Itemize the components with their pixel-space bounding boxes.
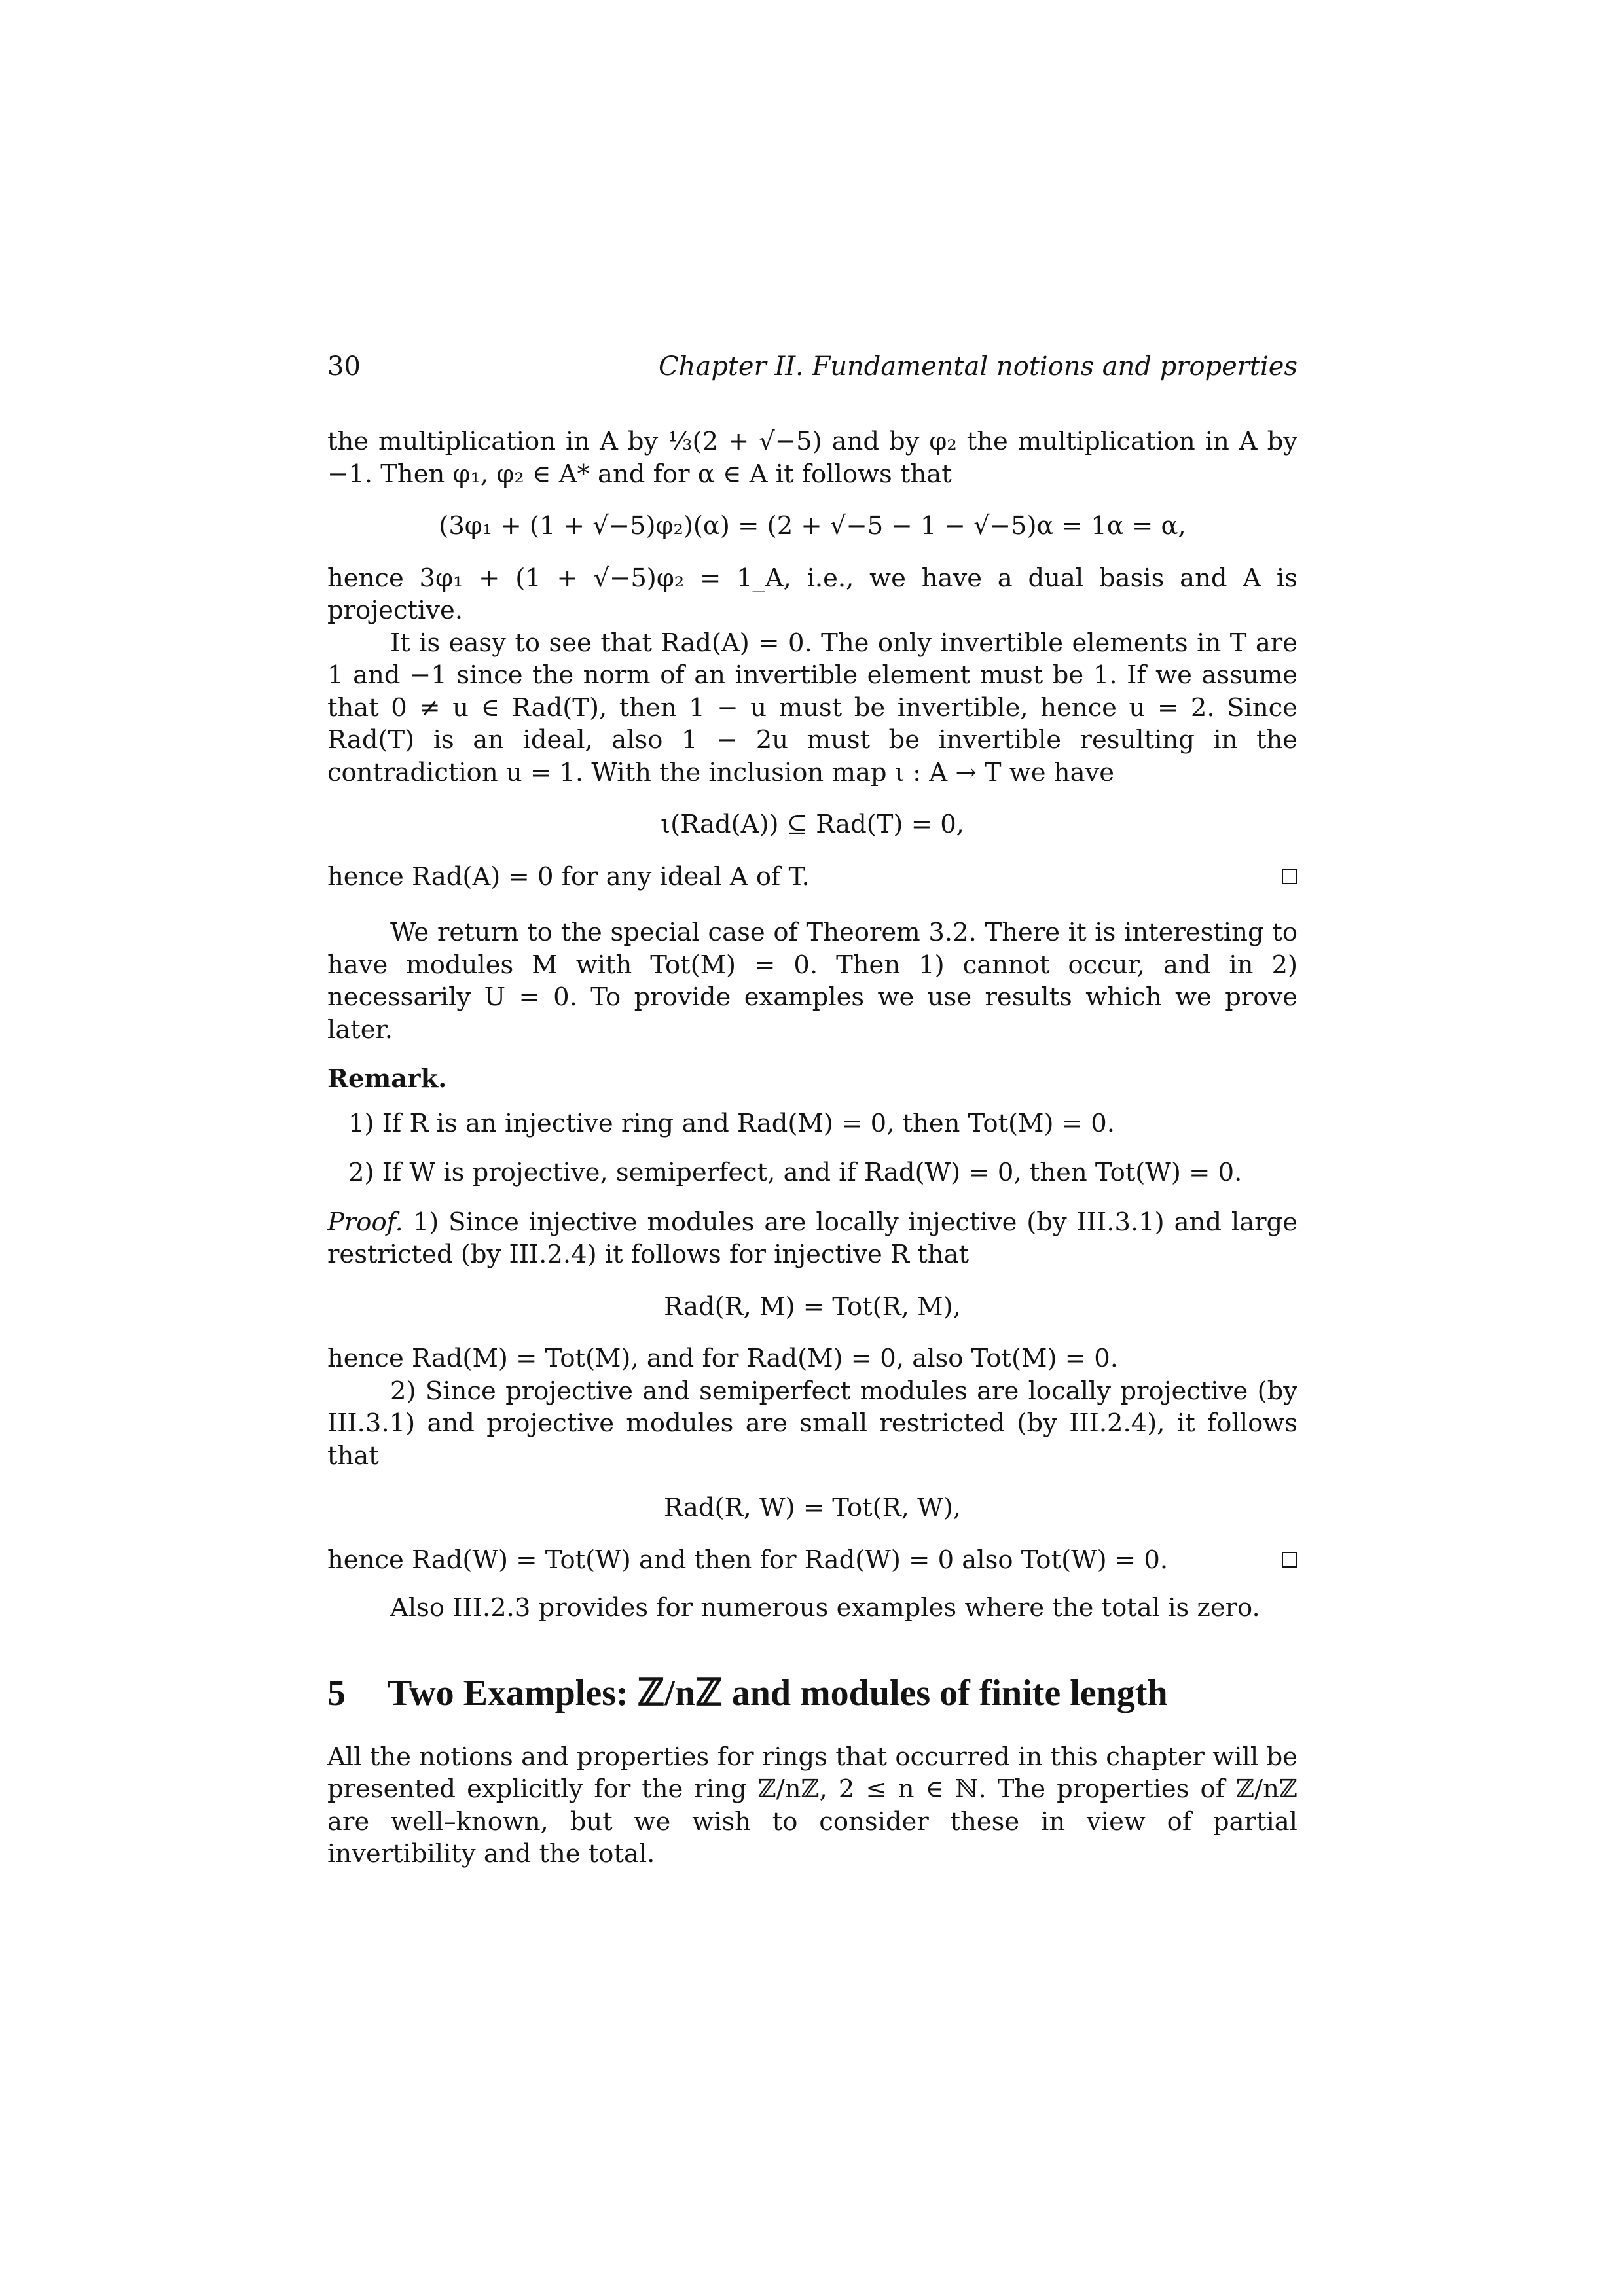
paragraph-text: 1) Since injective modules are locally injective (by III.3.1) and large restricted (by III.2.4) it follows for injective R that <box>327 1207 1297 1269</box>
proof-label: Proof. <box>327 1207 403 1237</box>
remark-item: 1) If R is an injective ring and Rad(M) = 0, then Tot(M) = 0. <box>348 1108 1115 1138</box>
section-title: Two Examples: ℤ/nℤ and modules of finite length <box>388 1672 1168 1713</box>
paragraph: Also III.2.3 provides for numerous examples where the total is zero. <box>390 1593 1260 1623</box>
display-equation: Rad(R, M) = Tot(R, M), <box>664 1291 961 1321</box>
chapter-title: Chapter II. Fundamental notions and properties <box>659 351 1297 382</box>
paragraph-text: hence Rad(A) = 0 for any ideal A of T. <box>327 861 810 891</box>
paragraph: the multiplication in A by ⅓(2 + √−5) and by φ₂ the multiplication in A by −1. Then φ₁, φ₂ ∈ A* and for α ∈ A it follows that <box>327 427 1297 489</box>
remark-heading: Remark. <box>327 1064 447 1094</box>
qed-box-icon <box>1282 869 1297 884</box>
proof-end-line <box>327 1544 1297 1577</box>
paragraph: All the notions and properties for rings that occurred in this chapter will be presented explicitly for the ring ℤ/nℤ, 2 ≤ n ∈ ℕ. The properties of ℤ/nℤ are well–known, but we wish to consider these in view of partial invertibility and the total. <box>327 1742 1297 1869</box>
proof-end-line <box>327 861 1297 893</box>
running-head <box>327 347 1297 386</box>
paragraph: It is easy to see that Rad(A) = 0. The only invertible elements in T are 1 and −1 since the norm of an invertible element must be 1. If we assume that 0 ≠ u ∈ Rad(T), then 1 − u must be invertible, hence u = 2. Since Rad(T) is an ideal, also 1 − 2u must be invertible resulting in the contradiction u = 1. With the inclusion map ι : A → T we have <box>327 628 1297 787</box>
page-body <box>327 425 1297 1871</box>
paragraph-text: hence Rad(W) = Tot(W) and then for Rad(W) = 0 also Tot(W) = 0. <box>327 1545 1169 1575</box>
display-equation: ι(Rad(A)) ⊆ Rad(T) = 0, <box>661 810 964 839</box>
display-equation: (3φ₁ + (1 + √−5)φ₂)(α) = (2 + √−5 − 1 − √−5)α = 1α = α, <box>439 511 1186 541</box>
remark-item: 2) If W is projective, semiperfect, and if Rad(W) = 0, then Tot(W) = 0. <box>348 1158 1243 1187</box>
paragraph: 2) Since projective and semiperfect modules are locally projective (by III.3.1) and projective modules are small restricted (by III.2.4), it follows that <box>327 1376 1297 1471</box>
proof-paragraph <box>327 1206 1297 1271</box>
section-number: 5 <box>327 1672 346 1713</box>
page-number: 30 <box>327 351 361 382</box>
display-equation: Rad(R, W) = Tot(R, W), <box>664 1493 961 1522</box>
paragraph: hence 3φ₁ + (1 + √−5)φ₂ = 1_A, i.e., we have a dual basis and A is projective. <box>327 563 1297 625</box>
section-heading <box>327 1670 1297 1716</box>
qed-box-icon <box>1282 1552 1297 1568</box>
paragraph: We return to the special case of Theorem 3.2. There it is interesting to have modules M with Tot(M) = 0. Then 1) cannot occur, and in 2) necessarily U = 0. To provide examples we use results which we prove later. <box>327 918 1297 1045</box>
paragraph: hence Rad(M) = Tot(M), and for Rad(M) = 0, also Tot(M) = 0. <box>327 1344 1118 1373</box>
remark-list <box>327 1107 1297 1189</box>
